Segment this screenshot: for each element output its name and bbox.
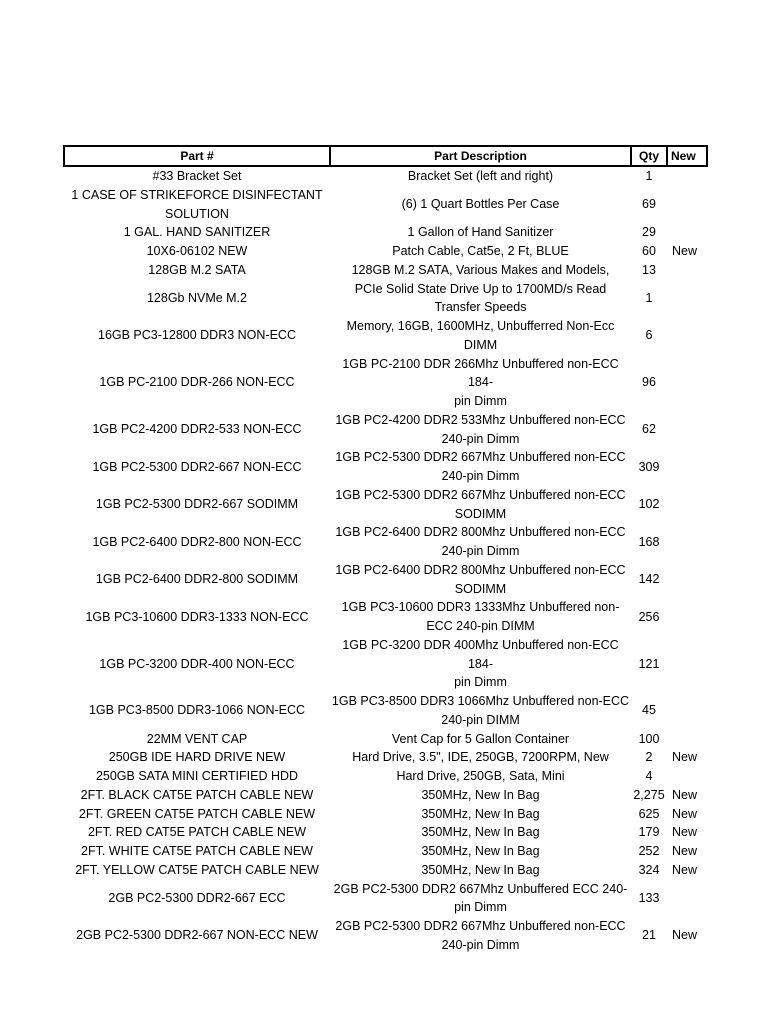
- part-description-cell-line: 1GB PC-2100 DDR 266Mhz Unbuffered non-ECC 184-: [342, 356, 619, 390]
- part-description-cell: [330, 861, 631, 880]
- table-row: [64, 880, 707, 918]
- part-description-cell-line: 1GB PC2-6400 DDR2 800Mhz Unbuffered non-ECC: [335, 562, 626, 577]
- part-description-cell-line: ECC 240-pin DIMM: [426, 619, 535, 633]
- table-row: [64, 317, 707, 355]
- part-description-cell: [330, 561, 631, 599]
- part-description-cell: [330, 166, 631, 186]
- part-number-cell: 2FT. WHITE CAT5E PATCH CABLE NEW: [81, 844, 313, 858]
- qty-cell: 62: [642, 422, 656, 437]
- new-flag-cell: New: [672, 844, 698, 858]
- table-row: [64, 692, 707, 730]
- table-row: [64, 842, 707, 861]
- table-row: [64, 486, 707, 524]
- qty-cell: 102: [638, 497, 660, 512]
- part-number-cell: [64, 186, 330, 224]
- part-description-cell: [330, 730, 631, 749]
- part-description-cell-line: 1 Gallon of Hand Sanitizer: [407, 225, 554, 240]
- part-description-cell-line: pin Dimm: [454, 394, 507, 408]
- header-part-description: Part Description: [330, 146, 631, 166]
- qty-cell: 256: [638, 609, 660, 624]
- part-description-cell-line: 240-pin Dimm: [441, 431, 520, 446]
- new-flag-cell: [667, 261, 707, 280]
- table-row: [64, 411, 707, 449]
- header-row: [64, 146, 707, 166]
- part-number-cell: 2GB PC2-5300 DDR2-667 NON-ECC NEW: [76, 928, 318, 943]
- part-number-cell: 128GB M.2 SATA: [148, 262, 246, 277]
- part-description-cell-line: 2GB PC2-5300 DDR2 667Mhz Unbuffered ECC 240-: [333, 881, 628, 896]
- part-description-cell-line: Transfer Speeds: [434, 300, 527, 315]
- part-description-cell-line: 350MHz, New In Bag: [421, 787, 540, 802]
- part-description-cell: [330, 598, 631, 636]
- part-description-cell: [330, 242, 631, 261]
- new-flag-cell: [667, 486, 707, 524]
- table-row: [64, 242, 707, 261]
- part-number-cell: 1GB PC2-6400 DDR2-800 SODIMM: [95, 572, 299, 587]
- part-description-cell: [330, 411, 631, 449]
- part-description-cell-line: Hard Drive, 250GB, Sata, Mini: [396, 769, 565, 783]
- part-description-cell-line: 1GB PC2-6400 DDR2 800Mhz Unbuffered non-ECC: [335, 525, 626, 540]
- new-flag-cell: [667, 692, 707, 730]
- table-row: [64, 805, 707, 824]
- part-description-cell: [330, 786, 631, 805]
- part-description-cell-line: SODIMM: [454, 581, 507, 596]
- new-flag-cell: [667, 223, 707, 242]
- qty-cell: 179: [638, 825, 660, 840]
- qty-cell: 96: [642, 375, 656, 390]
- new-flag-cell: [667, 598, 707, 636]
- qty-cell: 60: [642, 244, 656, 258]
- part-description-cell: [330, 823, 631, 842]
- part-description-cell-line: Memory, 16GB, 1600MHz, Unbufferred Non-Ecc: [346, 319, 615, 333]
- new-flag-cell: New: [672, 862, 698, 877]
- part-description-cell: [330, 448, 631, 486]
- part-description-cell: [330, 748, 631, 767]
- qty-cell: 13: [642, 262, 656, 277]
- part-number-cell: 250GB IDE HARD DRIVE NEW: [108, 750, 286, 765]
- new-flag-cell: [667, 636, 707, 692]
- new-flag-cell: [667, 523, 707, 561]
- part-description-cell-line: 350MHz, New In Bag: [421, 862, 540, 877]
- part-description-cell: [330, 692, 631, 730]
- part-number-cell: 1GB PC3-8500 DDR3-1066 NON-ECC: [88, 703, 306, 718]
- part-description-cell-line: 350MHz, New In Bag: [421, 806, 540, 821]
- table-row: [64, 767, 707, 786]
- new-flag-cell: [667, 767, 707, 786]
- part-description-cell: [330, 280, 631, 318]
- part-description-cell: [330, 523, 631, 561]
- table-row: [64, 730, 707, 749]
- new-flag-cell: [667, 411, 707, 449]
- qty-cell: 625: [638, 806, 660, 821]
- part-description-cell: [330, 355, 631, 411]
- part-description-cell: [330, 842, 631, 861]
- new-flag-cell: [667, 880, 707, 918]
- qty-cell: 142: [638, 572, 660, 587]
- qty-cell: 121: [638, 656, 660, 671]
- new-flag-cell: New: [672, 928, 698, 943]
- qty-cell: 45: [642, 703, 656, 718]
- qty-cell: 252: [638, 844, 660, 858]
- part-description-cell-line: DIMM: [463, 337, 498, 352]
- part-number-cell: 128Gb NVMe M.2: [146, 290, 248, 305]
- part-description-cell-line: 350MHz, New In Bag: [421, 844, 540, 858]
- new-flag-cell: [667, 561, 707, 599]
- qty-cell: 4: [645, 769, 653, 783]
- qty-cell: 2,275: [633, 787, 665, 802]
- part-description-cell-line: Vent Cap for 5 Gallon Container: [391, 731, 570, 746]
- part-number-cell: 1GB PC2-5300 DDR2-667 NON-ECC: [92, 459, 302, 474]
- table-row: [64, 636, 707, 692]
- part-description-cell-line: (6) 1 Quart Bottles Per Case: [401, 197, 560, 212]
- part-description-cell-line: 2GB PC2-5300 DDR2 667Mhz Unbuffered non-ECC: [335, 919, 626, 933]
- part-number-cell: 1 GAL. HAND SANITIZER: [123, 225, 271, 240]
- new-flag-cell: [667, 448, 707, 486]
- part-number-cell: 16GB PC3-12800 DDR3 NON-ECC: [98, 328, 296, 343]
- part-description-cell-line: pin Dimm: [454, 675, 507, 690]
- new-flag-cell: [667, 730, 707, 749]
- qty-cell: 2: [645, 750, 653, 765]
- part-description-cell-line: 1GB PC3-10600 DDR3 1333Mhz Unbuffered non-: [341, 600, 620, 615]
- part-number-cell: 250GB SATA MINI CERTIFIED HDD: [95, 769, 299, 783]
- table-row: [64, 280, 707, 318]
- part-description-cell-line: 240-pin DIMM: [441, 712, 520, 727]
- part-number-cell: 1GB PC3-10600 DDR3-1333 NON-ECC: [85, 609, 309, 624]
- part-number-cell: 2FT. YELLOW CAT5E PATCH CABLE NEW: [75, 862, 319, 877]
- part-number-cell: 1GB PC2-6400 DDR2-800 NON-ECC: [92, 534, 302, 549]
- table-row: [64, 448, 707, 486]
- part-description-cell: [330, 805, 631, 824]
- new-flag-cell: [667, 166, 707, 186]
- table-row: [64, 523, 707, 561]
- part-description-cell: [330, 767, 631, 786]
- new-flag-cell: New: [672, 244, 698, 258]
- part-number-cell-line: 1 CASE OF STRIKEFORCE DISINFECTANT: [71, 187, 323, 202]
- part-number-cell: 2FT. RED CAT5E PATCH CABLE NEW: [87, 825, 307, 840]
- part-number-cell: 1GB PC-3200 DDR-400 NON-ECC: [99, 656, 295, 671]
- part-description-cell-line: 128GB M.2 SATA, Various Makes and Models,: [351, 262, 610, 277]
- table-row: [64, 786, 707, 805]
- part-description-cell-line: 240-pin Dimm: [441, 469, 520, 483]
- part-description-cell: [330, 917, 631, 955]
- table-row: [64, 261, 707, 280]
- header-qty: Qty: [631, 146, 667, 166]
- part-description-cell-line: SODIMM: [454, 506, 507, 521]
- part-number-cell: #33 Bracket Set: [152, 169, 242, 183]
- qty-cell: 309: [638, 459, 660, 474]
- table-row: [64, 748, 707, 767]
- new-flag-cell: New: [672, 787, 698, 802]
- part-description-cell: [330, 317, 631, 355]
- new-flag-cell: New: [672, 750, 698, 765]
- table-row: [64, 561, 707, 599]
- table-row: [64, 917, 707, 955]
- part-description-cell-line: 1GB PC-3200 DDR 400Mhz Unbuffered non-ECC 184-: [342, 637, 619, 671]
- table-row: [64, 166, 707, 186]
- part-number-cell: 1GB PC-2100 DDR-266 NON-ECC: [99, 375, 295, 390]
- new-flag-cell: New: [672, 806, 698, 821]
- new-flag-cell: [667, 355, 707, 411]
- part-description-cell: [330, 880, 631, 918]
- table-row: [64, 223, 707, 242]
- part-description-cell-line: 240-pin Dimm: [441, 544, 520, 558]
- qty-cell: 1: [645, 169, 653, 183]
- new-flag-cell: [667, 280, 707, 318]
- qty-cell: 69: [642, 197, 656, 212]
- table-row: [64, 355, 707, 411]
- part-description-cell-line: 1GB PC2-5300 DDR2 667Mhz Unbuffered non-ECC: [335, 450, 626, 465]
- qty-cell: 100: [638, 731, 660, 746]
- part-description-cell-line: Hard Drive, 3.5", IDE, 250GB, 7200RPM, New: [352, 750, 609, 765]
- part-description-cell-line: pin Dimm: [454, 900, 507, 915]
- part-description-cell-line: 1GB PC3-8500 DDR3 1066Mhz Unbuffered non-ECC: [331, 694, 630, 708]
- part-description-cell: [330, 486, 631, 524]
- part-description-cell-line: Bracket Set (left and right): [407, 169, 554, 183]
- part-description-cell-line: PCIe Solid State Drive Up to 1700MD/s Read: [354, 281, 607, 296]
- qty-cell: 324: [638, 862, 660, 877]
- table-row: [64, 823, 707, 842]
- part-number-cell: 1GB PC2-5300 DDR2-667 SODIMM: [95, 497, 299, 512]
- part-description-cell: [330, 636, 631, 692]
- header-part-number: Part #: [64, 146, 330, 166]
- part-description-cell-line: 350MHz, New In Bag: [421, 825, 540, 840]
- new-flag-cell: New: [672, 825, 698, 840]
- qty-cell: 1: [645, 290, 653, 305]
- part-description-cell: [330, 261, 631, 280]
- qty-cell: 168: [638, 534, 660, 549]
- qty-cell: 6: [645, 328, 653, 343]
- part-description-cell-line: Patch Cable, Cat5e, 2 Ft, BLUE: [392, 244, 569, 258]
- part-description-cell: [330, 186, 631, 224]
- part-description-cell-line: 1GB PC2-5300 DDR2 667Mhz Unbuffered non-ECC: [335, 487, 626, 502]
- part-description-cell-line: 1GB PC2-4200 DDR2 533Mhz Unbuffered non-ECC: [335, 412, 626, 427]
- part-number-cell: 2GB PC2-5300 DDR2-667 ECC: [108, 890, 286, 905]
- part-number-cell: 22MM VENT CAP: [146, 731, 248, 746]
- table-row: [64, 598, 707, 636]
- qty-cell: 133: [638, 890, 660, 905]
- table-row: [64, 186, 707, 224]
- part-number-cell: 2FT. BLACK CAT5E PATCH CABLE NEW: [80, 787, 314, 802]
- parts-inventory-table: [63, 145, 708, 955]
- new-flag-cell: [667, 317, 707, 355]
- table-body: [64, 166, 707, 955]
- new-flag-cell: [667, 186, 707, 224]
- table-row: [64, 861, 707, 880]
- part-number-cell-line: SOLUTION: [165, 206, 229, 221]
- part-number-cell: 1GB PC2-4200 DDR2-533 NON-ECC: [92, 422, 302, 437]
- part-number-cell: 10X6-06102 NEW: [146, 244, 248, 258]
- qty-cell: 29: [642, 225, 656, 240]
- part-description-cell-line: 240-pin Dimm: [441, 937, 520, 952]
- part-number-cell: 2FT. GREEN CAT5E PATCH CABLE NEW: [78, 806, 316, 821]
- part-description-cell: [330, 223, 631, 242]
- qty-cell: 21: [642, 928, 656, 943]
- header-new: New: [667, 146, 707, 166]
